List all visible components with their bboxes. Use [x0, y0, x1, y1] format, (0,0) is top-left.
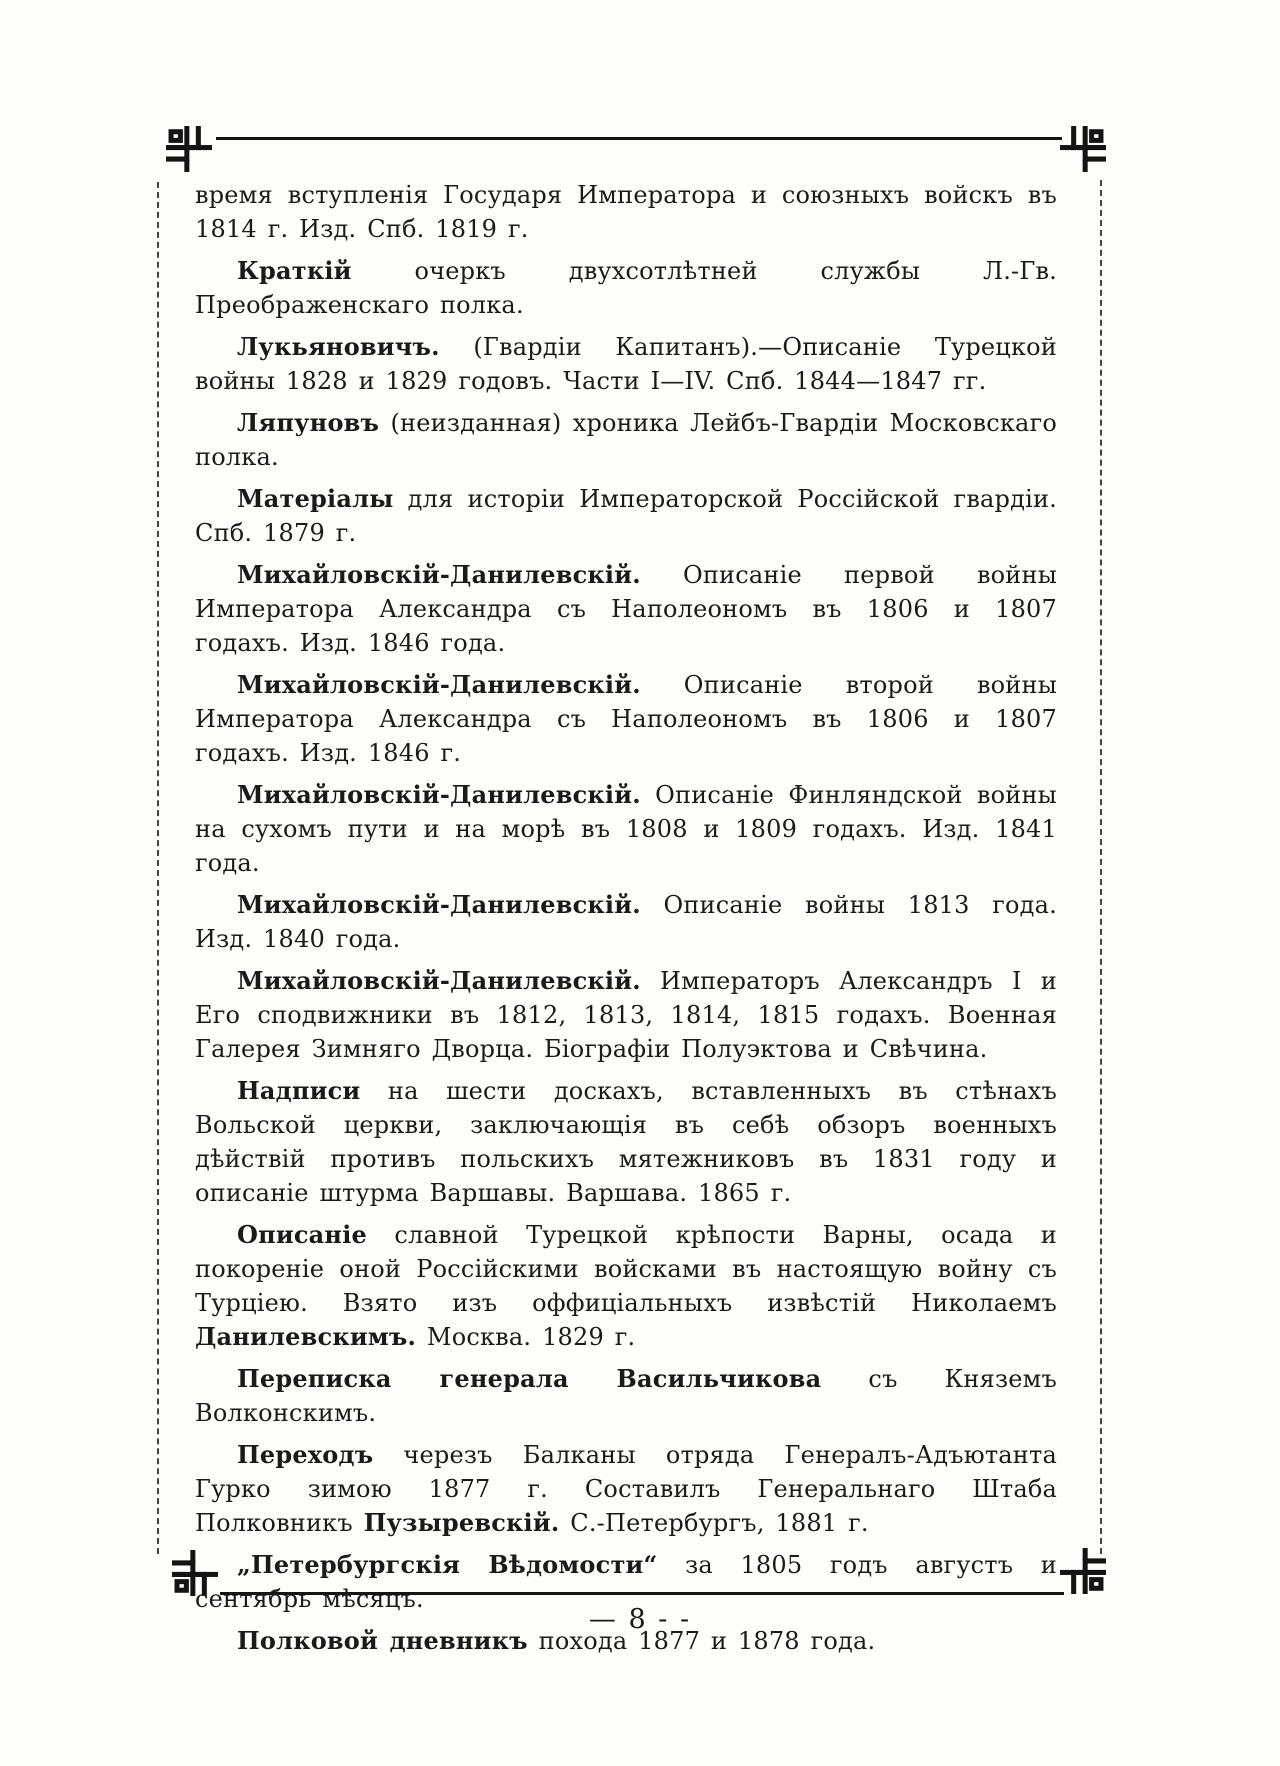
entry-lead-text: Данилевскимъ.	[195, 1322, 417, 1351]
entry-text: Описаніе первой войны Императора Александра съ Наполеономъ въ 1806 и 1807 годахъ. Изд. 1846 года.	[195, 561, 1057, 657]
entry-lead-text: Михайловскій-Данилевскій.	[237, 560, 641, 589]
bibliography-entry	[195, 406, 1057, 474]
page-number: — 8 - -	[588, 1604, 692, 1635]
entry-text: за 1805 годъ августъ и сентябрь мѣсяцъ.	[195, 1551, 1057, 1613]
entry-text: черезъ Балканы отряда Генералъ-Адъютанта Гурко зимою 1877 г. Составилъ Генеральнаго Штаба Полковникъ	[195, 1441, 1057, 1537]
entry-text: на шести доскахъ, вставленныхъ въ стѣнахъ Вольской церкви, заключающія въ себѣ обзоръ военныхъ дѣйствій противъ польскихъ мятежниковъ въ 1831 году и описаніе штурма Варшавы. Варшава. 1865 г.	[195, 1077, 1057, 1207]
entry-lead-text: Краткій	[237, 256, 352, 285]
bibliography-entry	[195, 964, 1057, 1066]
entry-lead-text: „Петербургскія Вѣдомости“	[237, 1550, 658, 1579]
corner-fret-bottom-right-icon	[1060, 1548, 1106, 1594]
entry-lead-text: Надписи	[237, 1076, 361, 1105]
entry-text: Императоръ Александръ I и Его сподвижники въ 1812, 1813, 1814, 1815 годахъ. Военная Галерея Зимняго Дворца. Біографіи Полуэктова и Свѣчина.	[195, 967, 1057, 1063]
entry-text: Описаніе войны 1813 года. Изд. 1840 года.	[195, 891, 1057, 953]
bibliography-entry	[195, 888, 1057, 956]
entry-lead-text: Описаніе	[237, 1220, 367, 1249]
entry-lead-text: Переписка генерала Васильчикова	[237, 1364, 822, 1393]
bibliography-entry	[195, 330, 1057, 398]
entry-lead-text: Переходъ	[237, 1440, 374, 1469]
bibliography-entry	[195, 1438, 1057, 1540]
entry-text: С.-Петербургъ, 1881 г.	[559, 1509, 869, 1537]
entry-text: съ Княземъ Волконскимъ.	[195, 1365, 1057, 1427]
bibliography-entry	[195, 178, 1057, 246]
entry-lead-text: Пузыревскій.	[363, 1508, 560, 1537]
frame-top-rule	[216, 137, 1062, 140]
entry-lead-text: Ляпуновъ	[237, 408, 380, 437]
bibliography-entry	[195, 558, 1057, 660]
entry-text: Москва. 1829 г.	[416, 1323, 636, 1351]
frame-right-border	[1100, 180, 1102, 1554]
entry-lead-text: Лукьяновичъ.	[237, 332, 440, 361]
bibliography-entry	[195, 1218, 1057, 1354]
bibliography-list	[195, 178, 1057, 1666]
bibliography-entry	[195, 254, 1057, 322]
bibliography-entry	[195, 1074, 1057, 1210]
corner-fret-top-left-icon	[166, 126, 212, 172]
bibliography-entry	[195, 668, 1057, 770]
entry-lead-text: Михайловскій-Данилевскій.	[237, 780, 641, 809]
frame-left-border	[157, 182, 159, 1554]
entry-lead-text: Михайловскій-Данилевскій.	[237, 670, 641, 699]
entry-lead-text: Михайловскій-Данилевскій.	[237, 966, 641, 995]
bibliography-entry	[195, 778, 1057, 880]
entry-text: (неизданная) хроника Лейбъ-Гвардіи Московскаго полка.	[195, 409, 1057, 471]
entry-lead-text: Полковой дневникъ	[237, 1626, 528, 1655]
bibliography-entry	[195, 1362, 1057, 1430]
entry-lead-text: Михайловскій-Данилевскій.	[237, 890, 641, 919]
entry-text: (Гвардіи Капитанъ).—Описаніе Турецкой войны 1828 и 1829 годовъ. Части I—IV. Спб. 1844—1847 гг.	[195, 333, 1057, 395]
entry-text: Описаніе Финляндской войны на сухомъ пути и на морѣ въ 1808 и 1809 годахъ. Изд. 1841 года.	[195, 781, 1057, 877]
entry-text: похода 1877 и 1878 года.	[527, 1627, 876, 1655]
entry-text: для исторіи Императорской Россійской гвардіи. Спб. 1879 г.	[195, 485, 1057, 547]
entry-text: славной Турецкой крѣпости Варны, осада и покореніе оной Россійскими войсками въ настоящую войну съ Турціею. Взято изъ оффиціальныхъ извѣстій Николаемъ	[195, 1221, 1057, 1317]
entry-text: время вступленія Государя Императора и союзныхъ войскъ въ 1814 г. Изд. Спб. 1819 г.	[195, 181, 1057, 243]
corner-fret-top-right-icon	[1060, 126, 1106, 172]
entry-text: очеркъ двухсотлѣтней службы Л.-Гв. Преображенскаго полка.	[195, 257, 1057, 319]
bibliography-entry	[195, 482, 1057, 550]
entry-lead-text: Матеріалы	[237, 484, 394, 513]
entry-text: Описаніе второй войны Императора Александра съ Наполеономъ въ 1806 и 1807 годахъ. Изд. 1846 г.	[195, 671, 1057, 767]
